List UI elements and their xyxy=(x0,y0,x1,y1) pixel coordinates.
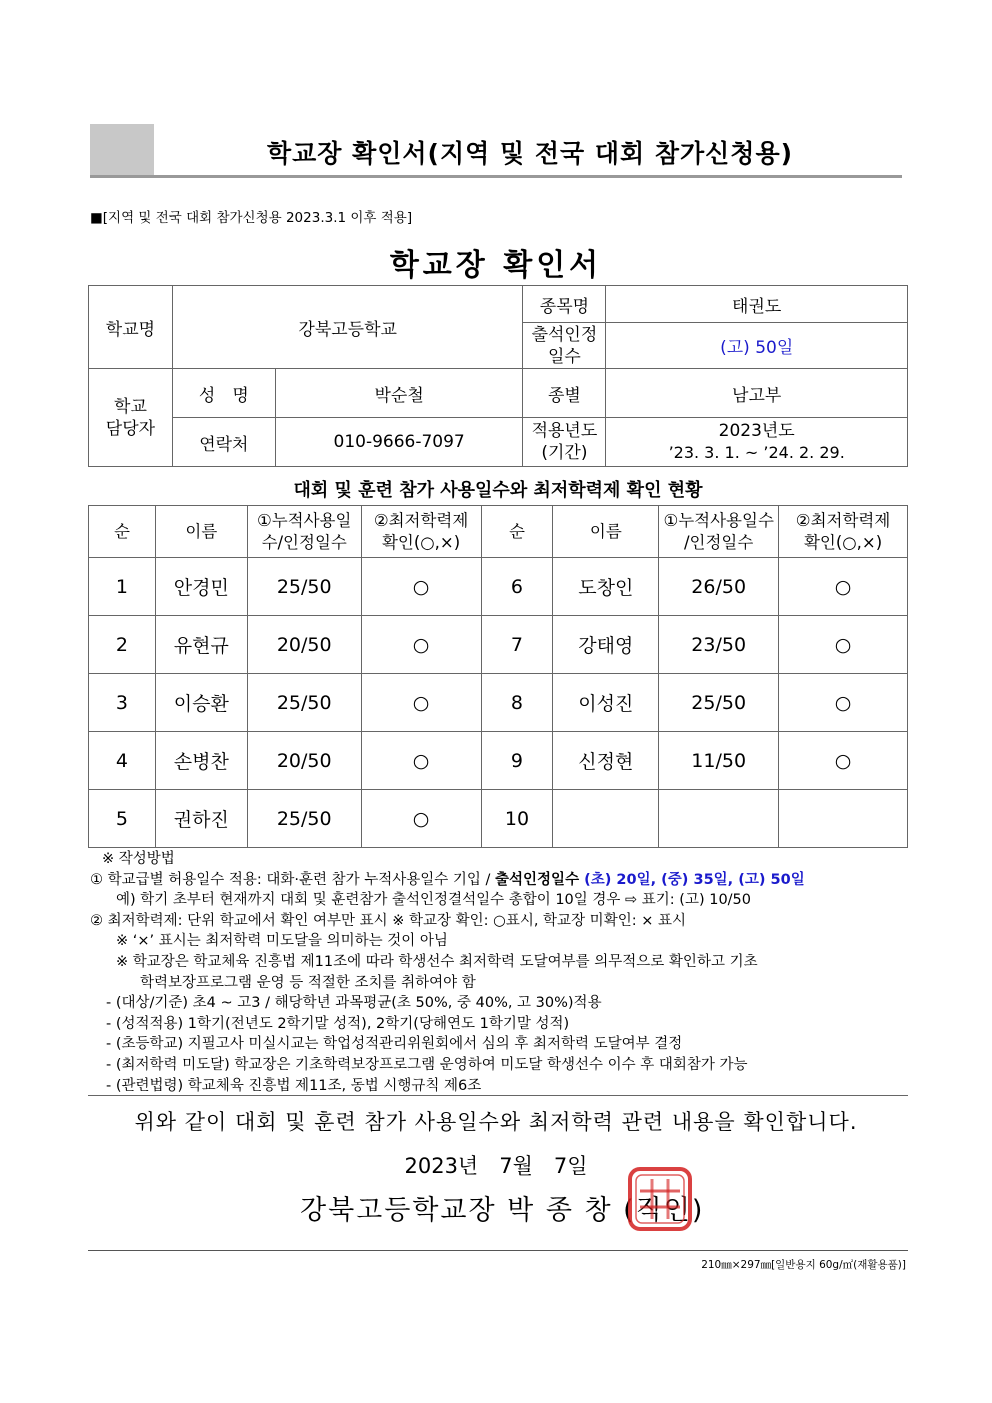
note-1-bold: 출석인정일수 xyxy=(495,871,585,888)
table-cell: 2 xyxy=(89,616,156,674)
table-cell: ○ xyxy=(779,732,908,790)
table-row xyxy=(89,558,908,616)
official-seal-icon xyxy=(624,1163,696,1235)
table-cell: 20/50 xyxy=(247,732,361,790)
table-cell: ○ xyxy=(779,558,908,616)
table-cell: ○ xyxy=(779,674,908,732)
date-text: 2023년 7월 7일 xyxy=(404,1154,588,1178)
table-cell: 9 xyxy=(481,732,553,790)
manager-label: 학교 담당자 xyxy=(89,369,173,467)
sub-note: ■[지역 및 전국 대회 참가신청용 2023.3.1 이후 적용] xyxy=(90,210,413,226)
header-title: 학교장 확인서(지역 및 전국 대회 참가신청용) xyxy=(266,139,794,168)
table-cell: 강태영 xyxy=(553,616,659,674)
attendance-label: 출석인정 일수 xyxy=(523,323,606,369)
note-1-prefix: ① 학교급별 허용일수 적용: 대화·훈련 참가 누적사용일수 기입 / xyxy=(90,871,496,888)
table-cell: 26/50 xyxy=(659,558,779,616)
name-value: 박순철 xyxy=(275,369,523,418)
table-header-row xyxy=(89,506,908,558)
school-name: 강북고등학교 xyxy=(172,286,523,369)
category-value: 남고부 xyxy=(606,369,908,418)
note-2-a: ※ ‘×’ 표시는 최저학력 미도달을 의미하는 것이 아님 xyxy=(116,933,448,950)
header-gray-block xyxy=(90,124,154,176)
table-header: 이름 xyxy=(155,506,247,558)
table-cell: 20/50 xyxy=(247,616,361,674)
participation-table xyxy=(88,505,908,848)
table-cell: 11/50 xyxy=(659,732,779,790)
sport-value: 태권도 xyxy=(606,286,908,323)
table-row xyxy=(89,674,908,732)
table-header: ②최저학력제 확인(○,×) xyxy=(361,506,481,558)
contact-value: 010-9666-7097 xyxy=(275,418,523,467)
table-cell: ○ xyxy=(361,790,481,848)
note-detail: - (관련법령) 학교체육 진흥법 제11조, 동법 시행규칙 제6조 xyxy=(106,1077,482,1094)
table-cell: ○ xyxy=(361,558,481,616)
document-title: 학교장 확인서 xyxy=(389,248,603,283)
note-1-example: 예) 학기 초부터 현재까지 대회 및 훈련참가 출석인정결석일수 총합이 10일 경우 ⇨ 표기: (고) 10/50 xyxy=(116,892,752,909)
table-cell: 25/50 xyxy=(247,558,361,616)
note-detail: - (성적적용) 1학기(전년도 2학기말 성적), 2학기(당해연도 1학기말 성적) xyxy=(106,1015,570,1032)
footer-divider xyxy=(88,1250,908,1251)
note-2-b2: 학력보장프로그램 운영 등 적절한 조치를 취하여야 함 xyxy=(140,974,476,991)
table-cell: 7 xyxy=(481,616,553,674)
note-2-b1: ※ 학교장은 학교체육 진흥법 제11조에 따라 학생선수 최저학력 도달여부를 의무적으로 확인하고 기초 xyxy=(116,953,758,970)
table-cell: ○ xyxy=(361,674,481,732)
notes-heading: ※ 작성방법 xyxy=(102,851,175,867)
note-detail: - (초등학교) 지필고사 미실시교는 학업성적관리위원회에서 심의 후 최저학력 도달여부 결정 xyxy=(106,1036,683,1053)
table-cell: ○ xyxy=(361,732,481,790)
header-divider xyxy=(90,175,902,178)
table-cell: ○ xyxy=(361,616,481,674)
note-1-blue: (초) 20일, (중) 35일, (고) 50일 xyxy=(584,871,805,888)
table-cell: 1 xyxy=(89,558,156,616)
year-label: 적용년도 (기간) xyxy=(523,418,606,467)
table-header: 순 xyxy=(89,506,156,558)
table-cell: 이성진 xyxy=(553,674,659,732)
table-row xyxy=(89,732,908,790)
table-cell: 23/50 xyxy=(659,616,779,674)
table-header: ①누적사용일수 /인정일수 xyxy=(659,506,779,558)
table-header: ②최저학력제 확인(○,×) xyxy=(779,506,908,558)
note-detail: - (최저학력 미도달) 학교장은 기초학력보장프로그램 운영하여 미도달 학생선수 이수 후 대회참가 가능 xyxy=(106,1056,748,1073)
footer-note: 210㎜×297㎜[일반용지 60g/㎡(재활용품)] xyxy=(701,1259,906,1271)
table-cell: 10 xyxy=(481,790,553,848)
school-label: 학교명 xyxy=(89,286,173,369)
table-cell: 5 xyxy=(89,790,156,848)
table-header: 이름 xyxy=(553,506,659,558)
category-label: 종별 xyxy=(523,369,606,418)
table-cell xyxy=(659,790,779,848)
name-label: 성 명 xyxy=(172,369,275,418)
table-cell: 3 xyxy=(89,674,156,732)
table-cell xyxy=(553,790,659,848)
table-cell: 안경민 xyxy=(155,558,247,616)
table-cell: 8 xyxy=(481,674,553,732)
confirm-text: 위와 같이 대회 및 훈련 참가 사용일수와 최저학력 관련 내용을 확인합니다. xyxy=(134,1110,858,1134)
table-cell: 4 xyxy=(89,732,156,790)
section-title: 대회 및 훈련 참가 사용일수와 최저학력제 확인 현황 xyxy=(293,480,703,501)
table-row xyxy=(89,616,908,674)
table-cell: 25/50 xyxy=(247,790,361,848)
table-cell: 권하진 xyxy=(155,790,247,848)
table-cell: 25/50 xyxy=(659,674,779,732)
period-value: ’23. 3. 1. ~ ’24. 2. 29. xyxy=(668,443,845,462)
table-cell xyxy=(779,790,908,848)
table-row xyxy=(89,790,908,848)
signer-text: 강북고등학교장 박 종 창 (직인) xyxy=(300,1195,705,1226)
note-detail: - (대상/기준) 초4 ~ 고3 / 해당학년 과목평균(초 50%, 중 40%, 고 30%)적용 xyxy=(106,995,602,1012)
notes xyxy=(90,849,910,1096)
table-cell: 신정현 xyxy=(553,732,659,790)
table-header: ①누적사용일 수/인정일수 xyxy=(247,506,361,558)
table-cell: 손병찬 xyxy=(155,732,247,790)
sport-label: 종목명 xyxy=(523,286,606,323)
year-cell xyxy=(606,418,908,467)
table-cell: 이승환 xyxy=(155,674,247,732)
year-value: 2023년도 xyxy=(718,421,795,441)
table-cell: 25/50 xyxy=(247,674,361,732)
table-cell: ○ xyxy=(779,616,908,674)
notes-divider xyxy=(88,1095,908,1096)
table-header: 순 xyxy=(481,506,553,558)
table-cell: 6 xyxy=(481,558,553,616)
table-cell: 도창인 xyxy=(553,558,659,616)
info-table xyxy=(88,285,908,467)
note-1 xyxy=(90,870,910,891)
table-cell: 유현규 xyxy=(155,616,247,674)
attendance-value: (고) 50일 xyxy=(606,323,908,369)
note-2: ② 최저학력제: 단위 학교에서 확인 여부만 표시 ※ 학교장 확인: ○표시, 학교장 미확인: × 표시 xyxy=(90,912,686,929)
contact-label: 연락처 xyxy=(172,418,275,467)
